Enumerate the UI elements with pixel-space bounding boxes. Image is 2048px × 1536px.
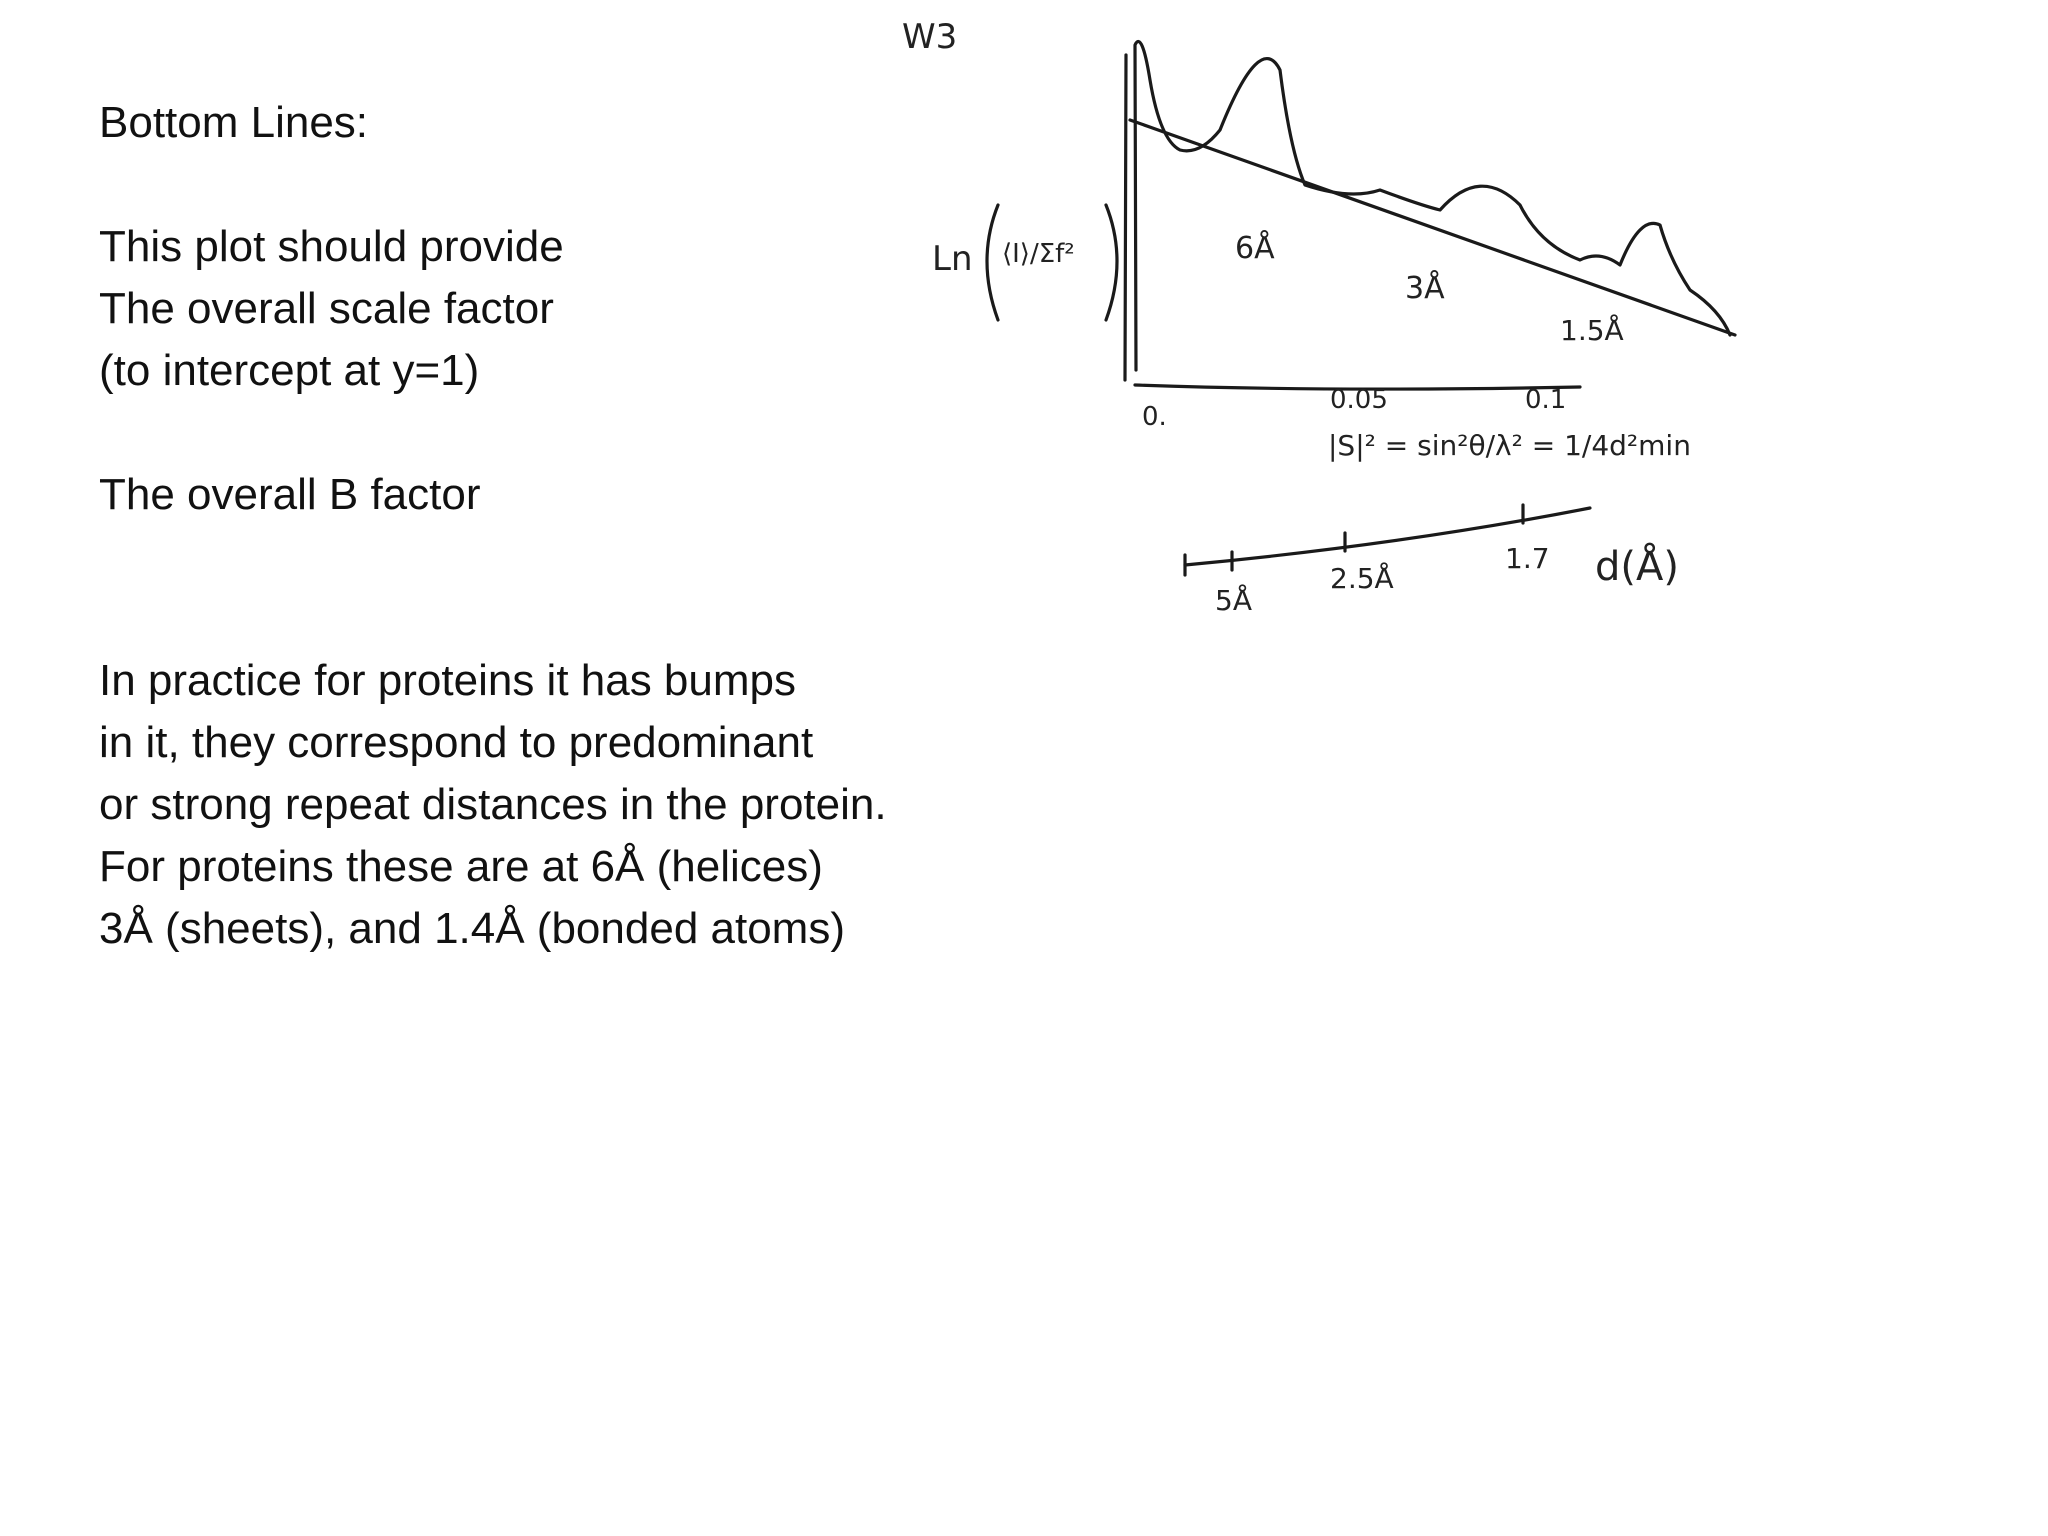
- para3-line-3: or strong repeat distances in the protein.: [99, 780, 887, 829]
- spacer: [99, 526, 999, 650]
- d-axis-label: d(Å): [1595, 544, 1679, 590]
- d-tick-2-5a: 2.5Å: [1330, 562, 1394, 595]
- para3-line-4: For proteins these are at 6Å (helices): [99, 842, 823, 891]
- para1-line-1: This plot should provide: [99, 222, 564, 271]
- slide-text: [99, 92, 999, 960]
- wilson-plot-svg: [880, 0, 1800, 640]
- para2-line-1: The overall B factor: [99, 470, 481, 519]
- x-tick-0: 0.: [1142, 402, 1167, 432]
- peak-label-3a: 3Å: [1405, 271, 1445, 306]
- y-axis-line: [1125, 55, 1126, 380]
- corner-label: W3: [902, 17, 958, 57]
- x-tick-01: 0.1: [1525, 385, 1567, 415]
- y-axis-label-ratio: ⟨I⟩/Σf²: [1002, 239, 1075, 269]
- right-paren-stroke: [1106, 205, 1117, 320]
- para3-line-2: in it, they correspond to predominant: [99, 718, 814, 767]
- para1-line-2: The overall scale factor: [99, 284, 554, 333]
- heading: Bottom Lines:: [99, 98, 369, 147]
- x-tick-005: 0.05: [1330, 385, 1388, 415]
- para3-line-1: In practice for proteins it has bumps: [99, 656, 796, 705]
- spacer: [99, 402, 999, 464]
- d-tick-1-7: 1.7: [1505, 542, 1550, 575]
- para3-line-5: 3Å (sheets), and 1.4Å (bonded atoms): [99, 904, 845, 953]
- x-axis-formula: |S|² = sin²θ/λ² = 1/4d²min: [1328, 429, 1691, 462]
- y-axis-label-ln: Ln: [932, 239, 973, 279]
- peak-label-6a: 6Å: [1235, 231, 1275, 266]
- left-paren-stroke: [987, 205, 998, 320]
- peak-label-1-5a: 1.5Å: [1560, 314, 1624, 347]
- para1-line-3: (to intercept at y=1): [99, 346, 480, 395]
- hand-drawn-wilson-plot: [880, 0, 1800, 640]
- d-tick-5a: 5Å: [1215, 584, 1252, 617]
- data-curve: [1135, 42, 1730, 370]
- spacer: [99, 154, 999, 216]
